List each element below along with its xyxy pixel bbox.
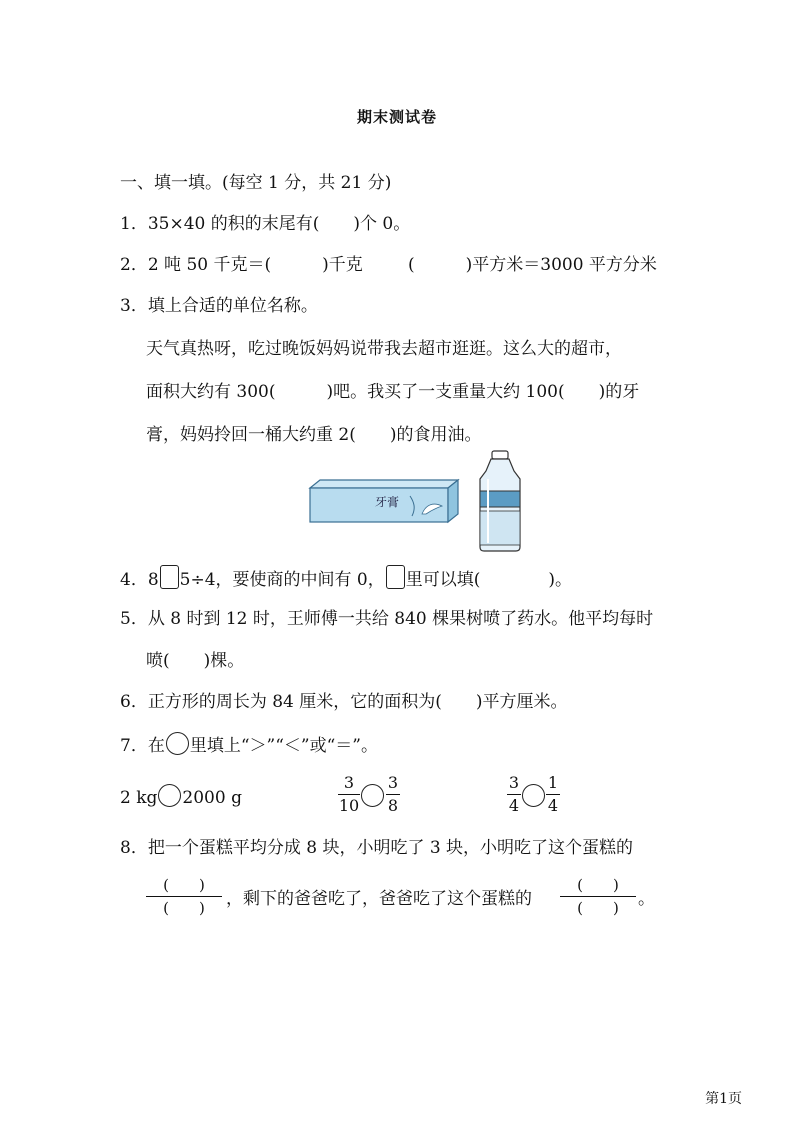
denominator: 4 <box>547 796 559 815</box>
question-1: 1．35×40 的积的末尾有( )个 0。 <box>120 214 411 234</box>
compare-1 <box>120 784 242 810</box>
digit-box-ref <box>386 565 405 589</box>
compare-1-circle[interactable] <box>158 784 181 807</box>
fraction-bar <box>386 794 400 795</box>
section-heading: 一、填一填。(每空 1 分，共 21 分) <box>120 173 392 193</box>
fraction-blank-1[interactable] <box>146 875 222 918</box>
digit-box[interactable] <box>160 565 179 589</box>
question-7-stem <box>120 732 378 758</box>
page-title: 期末测试卷 <box>356 108 437 126</box>
denominator-blank[interactable]: ( ) <box>163 899 205 917</box>
question-5-line-2: 喷( )棵。 <box>146 651 245 671</box>
question-8-mid: ，剩下的爸爸吃了，爸爸吃了这个蛋糕的 <box>226 889 532 909</box>
question-4 <box>120 565 572 592</box>
denominator: 10 <box>338 796 360 815</box>
fraction-1-4 <box>546 773 560 816</box>
question-3-stem: 3．填上合适的单位名称。 <box>120 296 318 316</box>
compare-3-circle[interactable] <box>522 784 545 807</box>
question-5-line-1: 5．从 8 时到 12 时，王师傅一共给 840 棵果树喷了药水。他平均每时 <box>120 609 654 629</box>
numerator: 1 <box>547 773 559 792</box>
numerator: 3 <box>343 773 355 792</box>
compare-2-circle-wrap <box>360 784 385 810</box>
question-7-pre: 7．在 <box>120 736 165 756</box>
question-4-num: 4．8 <box>120 570 159 590</box>
fraction-bar <box>560 896 636 897</box>
fraction-bar <box>338 794 360 795</box>
fraction-3-8 <box>386 773 400 816</box>
oil-bottle-image <box>476 449 524 553</box>
question-3-line-3: 膏，妈妈拎回一桶大约重 2( )的食用油。 <box>146 425 482 445</box>
fraction-bar <box>507 794 521 795</box>
question-2-part-2: ( )平方米＝3000 平方分米 <box>408 255 657 275</box>
question-7-post: 里填上“＞”“＜”或“＝”。 <box>189 736 378 756</box>
toothpaste-label: 牙膏 <box>375 495 400 509</box>
numerator-blank[interactable]: ( ) <box>577 876 619 894</box>
question-4-end: 里可以填( )。 <box>405 570 573 590</box>
fraction-blank-2[interactable] <box>560 875 636 918</box>
fraction-bar <box>146 896 222 897</box>
page-number: 第1页 <box>705 1091 742 1107</box>
numerator: 3 <box>387 773 399 792</box>
fraction-3-4 <box>507 773 521 816</box>
denominator: 4 <box>508 796 520 815</box>
question-8-end: 。 <box>638 889 655 909</box>
question-2-part-1: 2．2 吨 50 千克＝( )千克 <box>120 255 363 275</box>
numerator-blank[interactable]: ( ) <box>163 876 205 894</box>
circle-icon <box>166 732 189 755</box>
denominator: 8 <box>387 796 399 815</box>
question-4-mid: 5÷4，要使商的中间有 0， <box>179 570 385 590</box>
question-8-line-1: 8．把一个蛋糕平均分成 8 块，小明吃了 3 块，小明吃了这个蛋糕的 <box>120 838 634 858</box>
compare-1-left: 2 kg <box>120 788 158 808</box>
compare-1-right: 2000 g <box>182 788 242 808</box>
fraction-3-10 <box>338 773 360 816</box>
compare-3-circle-wrap <box>521 784 546 810</box>
fraction-bar <box>546 794 560 795</box>
question-3-line-1: 天气真热呀，吃过晚饭妈妈说带我去超市逛逛。这么大的超市， <box>146 339 622 359</box>
question-3-line-2: 面积大约有 300( )吧。我买了一支重量大约 100( )的牙 <box>146 382 640 402</box>
question-6: 6．正方形的周长为 84 厘米，它的面积为( )平方厘米。 <box>120 692 568 712</box>
compare-2-circle[interactable] <box>361 784 384 807</box>
denominator-blank[interactable]: ( ) <box>577 899 619 917</box>
numerator: 3 <box>508 773 520 792</box>
